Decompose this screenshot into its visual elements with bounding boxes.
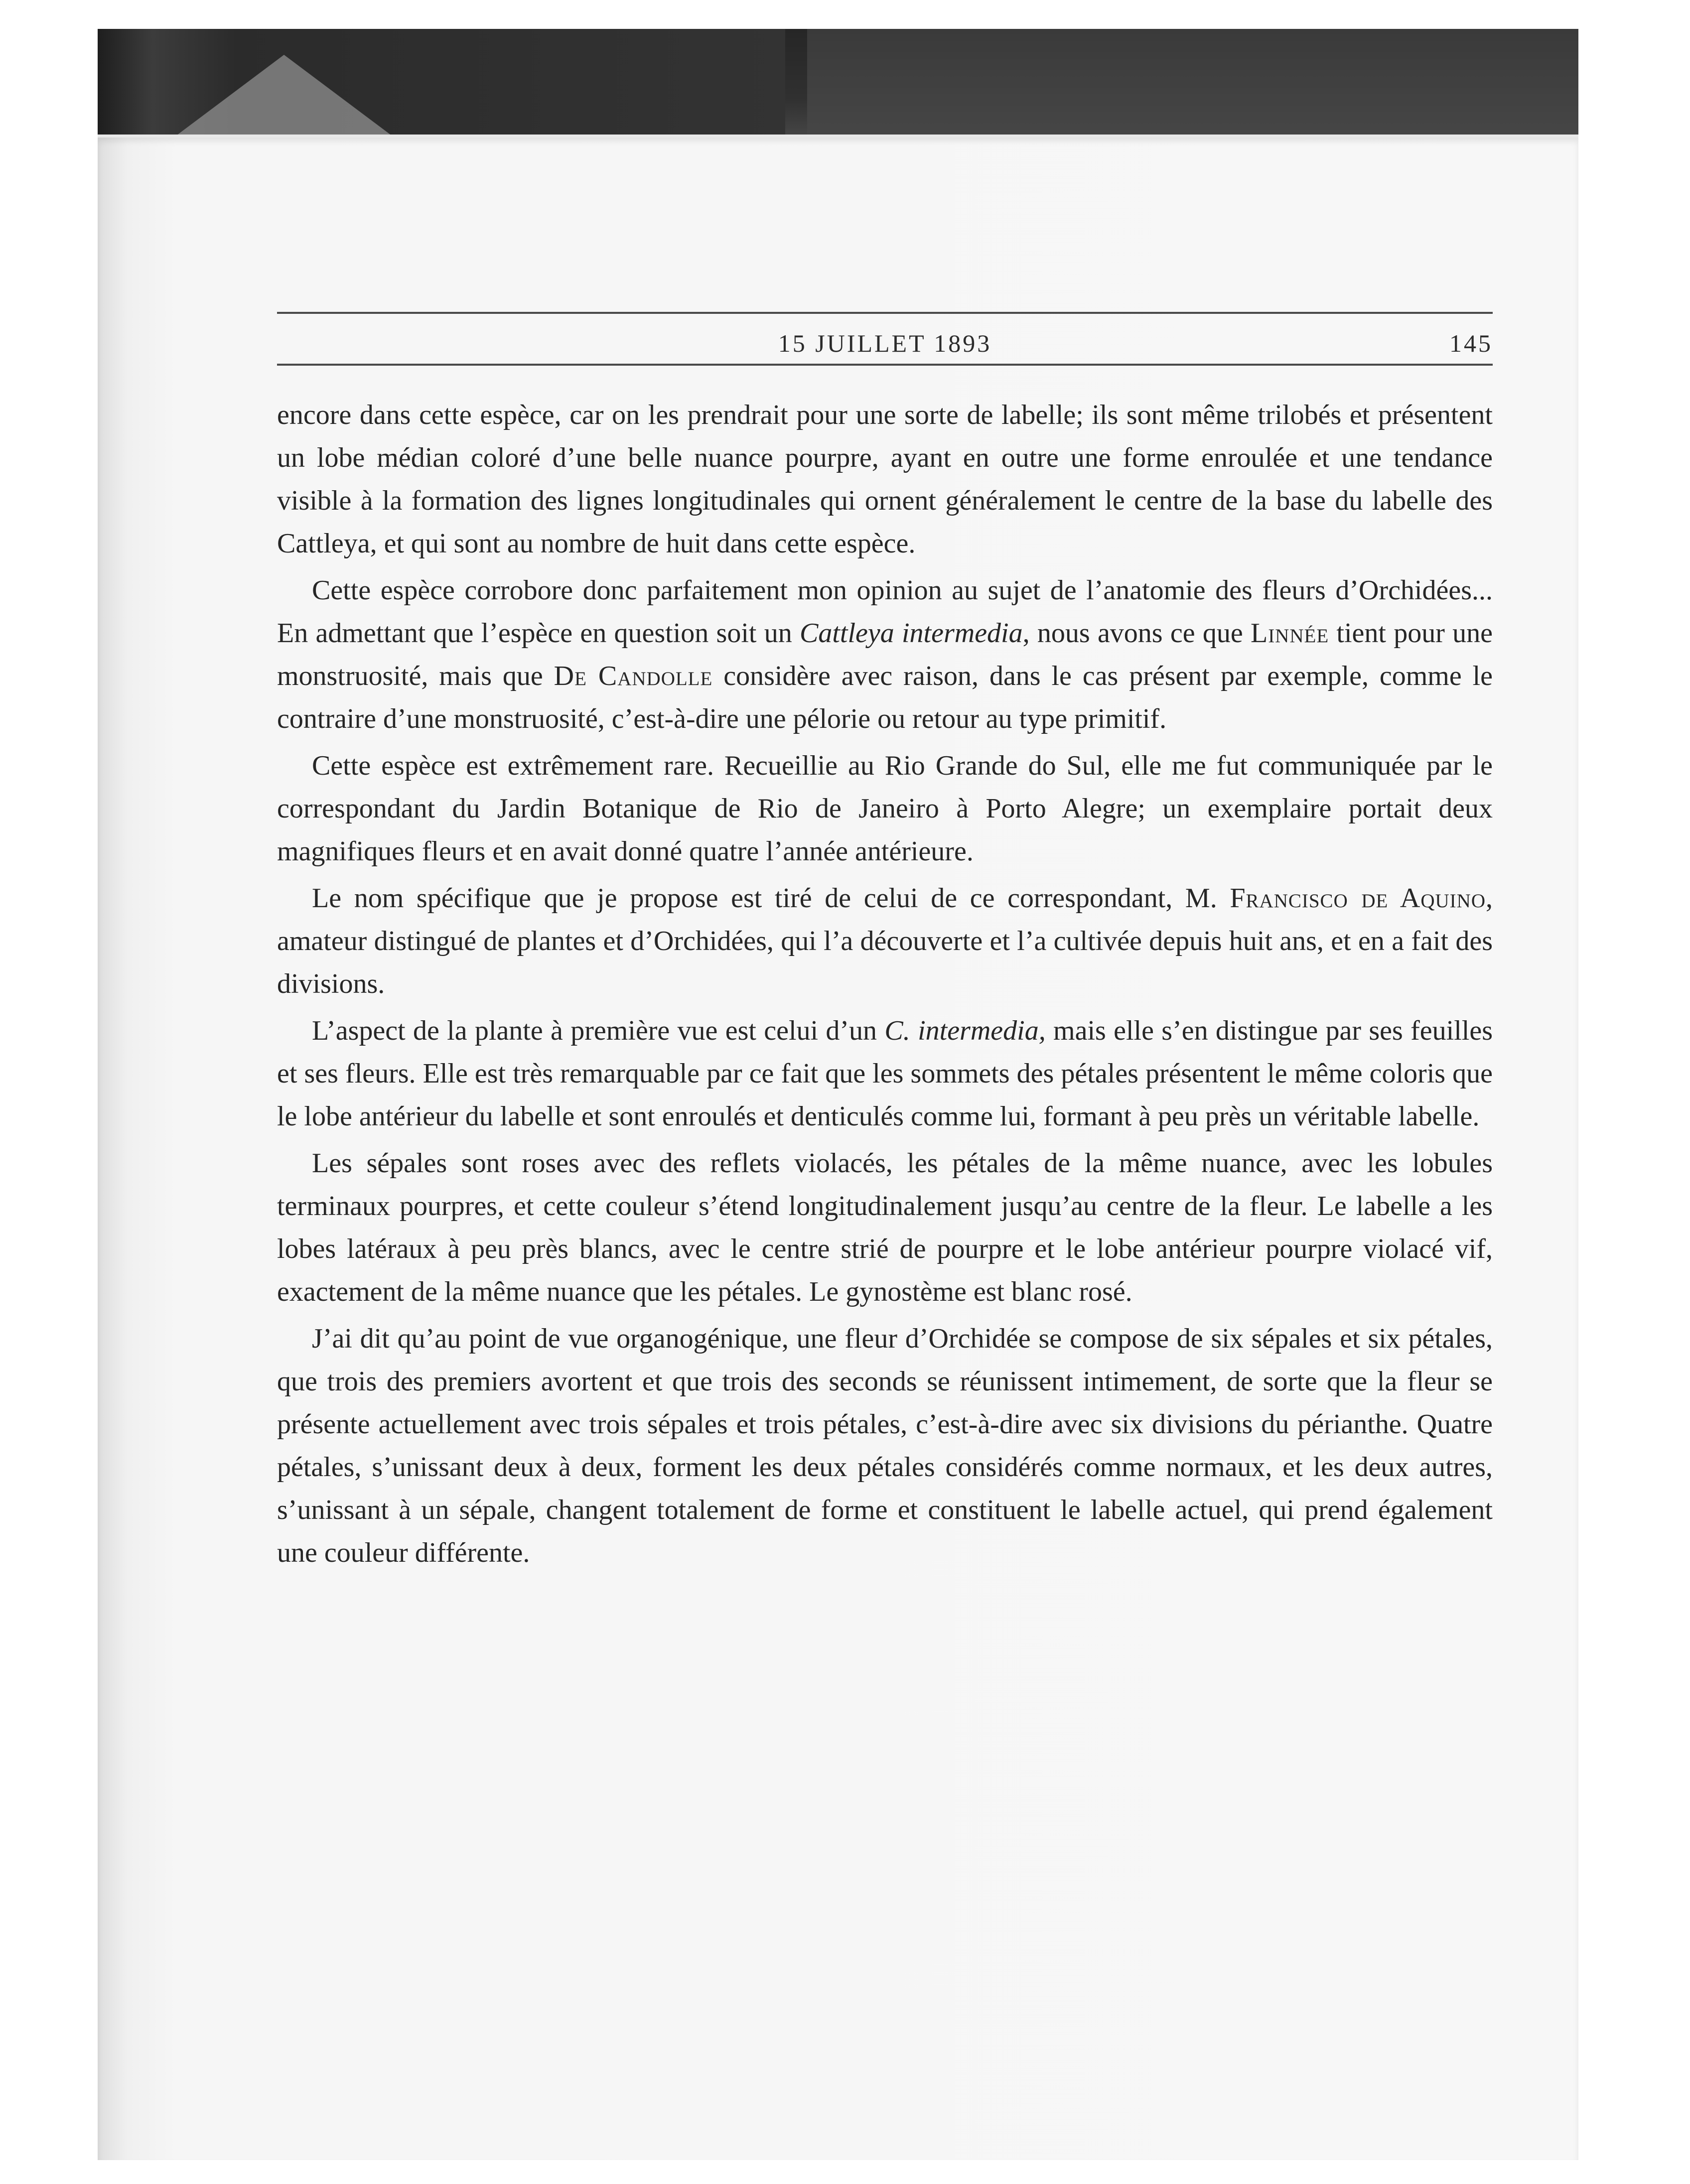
paragraph xyxy=(277,1142,1493,1313)
book-page xyxy=(98,135,1578,2160)
running-header-date: 15 JUILLET 1893 xyxy=(778,329,992,357)
paragraph xyxy=(277,569,1493,740)
body-text xyxy=(277,394,1493,1574)
page-content xyxy=(277,312,1493,1578)
running-header xyxy=(277,314,1493,364)
text-segment: considère avec raison, dans le cas présent par exemple, comme le contraire d’une monstruosité, c’est-à-dire une pélorie ou retour au type primitif. xyxy=(277,661,1493,734)
species-name-italic: C. intermedia, xyxy=(884,1015,1046,1046)
paragraph xyxy=(277,1317,1493,1574)
text-segment: encore dans cette espèce, car on les prendrait pour une sorte de labelle; ils sont même trilobés et présentent un lobe médian coloré d’une belle nuance pourpre, ayant en outre une forme enroulée et une tendance visible à la formation des lignes longitudinales qui ornent généralement le centre de la base du labelle des Cattleya, et qui sont au nombre de huit dans cette espèce. xyxy=(277,400,1493,559)
text-segment: Cette espèce est extrêmement rare. Recueillie au Rio Grande do Sul, elle me fut communiquée par le correspondant du Jardin Botanique de Rio de Janeiro à Porto Alegre; un exemplaire portait deux magnifiques fleurs et en avait donné quatre l’année antérieure. xyxy=(277,750,1493,867)
binding-fold-mark xyxy=(164,55,404,144)
header-rule-bottom xyxy=(277,364,1493,366)
text-segment: J’ai dit qu’au point de vue organogénique, une fleur d’Orchidée se compose de six sépales et six pétales, que trois des premiers avortent et que trois des seconds se réunissent intimement, de sorte que la fleur se présente actuellement avec trois sépales et trois pétales, c’est-à-dire avec six divisions du périanthe. Quatre pétales, s’unissant deux à deux, forment les deux pétales considérés comme normaux, et les deux autres, s’unissant à un sépale, changent totalement de forme et constituent le labelle actuel, qui prend également une couleur différente. xyxy=(277,1323,1493,1568)
book-binding-right xyxy=(807,29,1578,144)
text-segment: Les sépales sont roses avec des reflets violacés, les pétales de la même nuance, avec les lobules terminaux pourpres, et cette couleur s’étend longitudinalement jusqu’au centre de la fleur. Le labelle a les lobes latéraux à peu près blancs, avec le centre strié de pourpre et le lobe antérieur pourpre violacé vif, exactement de la même nuance que les pétales. Le gynostème est blanc rosé. xyxy=(277,1148,1493,1307)
paragraph xyxy=(277,744,1493,873)
paragraph xyxy=(277,877,1493,1005)
person-name-smallcaps: Francisco de Aquino xyxy=(1230,883,1486,914)
author-name-smallcaps: De Candolle xyxy=(554,661,713,691)
author-name-smallcaps: Linnée xyxy=(1250,618,1329,649)
text-segment: tient pour une monstruosité, mais que xyxy=(277,618,1493,691)
text-segment: mais elle s’en distingue par ses feuilles et ses fleurs. Elle est très remarquable par ce fait que les sommets des pétales présentent le même coloris que le lobe antérieur du labelle et sont enroulés et denticulés comme lui, formant à peu près un véritable labelle. xyxy=(277,1015,1493,1132)
paragraph xyxy=(277,1009,1493,1138)
species-name-italic: Cattleya intermedia xyxy=(799,618,1023,649)
page-number: 145 xyxy=(1449,329,1493,357)
paragraph xyxy=(277,394,1493,565)
text-segment: Cette espèce corrobore donc parfaitement mon opinion au sujet de l’anatomie des fleurs d’Orchidées... En admettant que l’espèce en question soit un xyxy=(277,575,1493,649)
text-segment: , nous avons ce que xyxy=(1022,618,1251,649)
text-segment: , amateur distingué de plantes et d’Orchidées, qui l’a découverte et l’a cultivée depuis huit ans, et en a fait des divisions. xyxy=(277,883,1493,999)
text-segment: L’aspect de la plante à première vue est celui d’un xyxy=(312,1015,885,1046)
text-segment: Le nom spécifique que je propose est tiré de celui de ce correspondant, M. xyxy=(312,883,1230,914)
